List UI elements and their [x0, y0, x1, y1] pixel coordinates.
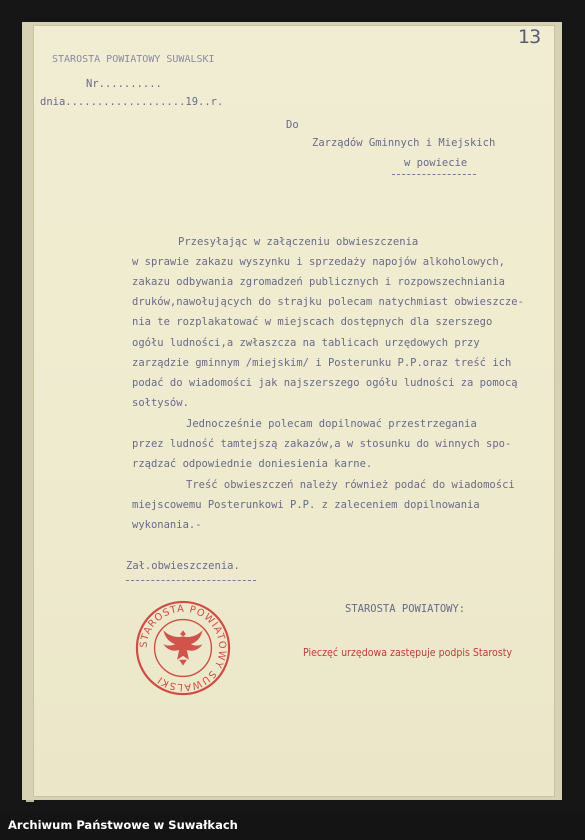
eagle-emblem-icon [163, 630, 202, 665]
body-line: zakazu odbywania zgromadzeń publicznych i rozpowszechniania [132, 276, 505, 288]
body-line: zarządzie gminnym /miejskim/ i Posterunku P.P.oraz treść ich [132, 357, 512, 369]
archive-footer-bar [0, 812, 585, 840]
body-line: w sprawie zakazu wyszynku i sprzedaży napojów alkoholowych, [132, 256, 505, 268]
body-line: nia te rozplakatować w miejscach dostępnych dla szerszego [132, 316, 493, 328]
body-line: ogółu ludności,a zwłaszcza na tablicach urzędowych przy [132, 337, 480, 349]
body-line: przez ludność tamtejszą zakazów,a w stosunku do winnych spo- [132, 438, 512, 450]
attachment-note: Zał.obwieszczenia. [126, 560, 240, 572]
body-line: Jednocześnie polecam dopilnować przestrzegania [186, 418, 477, 430]
addressee-line-2: w powiecie [404, 157, 468, 169]
archive-name: Archiwum Państwowe w Suwałkach [8, 818, 238, 832]
body-line: miejscowemu Posterunkowi P.P. z zaleceniem dopilnowania [132, 499, 480, 511]
body-line: podać do wiadomości jak najszerszego ogółu ludności za pomocą [132, 377, 518, 389]
body-line: Treść obwieszczeń należy również podać do wiadomości [186, 479, 515, 491]
date-line: dnia...................19..r. [40, 96, 224, 108]
addressee-line-1: Zarządów Gminnych i Miejskich [312, 137, 496, 149]
handwritten-page-number: 13 [518, 26, 541, 48]
registry-number: Nr.......... [86, 78, 162, 90]
addressee-underline [392, 174, 476, 175]
issuer-stamp: STAROSTA POWIATOWY SUWALSKI [52, 54, 215, 65]
seal-replaces-signature-note: Pieczęć urzędowa zastępuje podpis Starosty [303, 647, 513, 659]
body-line: Przesyłając w załączeniu obwieszczenia [178, 236, 419, 248]
body-line: sołtysów. [132, 397, 189, 409]
body-line: druków,nawołujących do strajku polecam natychmiast obwieszcze- [132, 296, 524, 308]
body-line: rządzać odpowiednie doniesienia karne. [132, 458, 373, 470]
addressee-to: Do [286, 119, 299, 131]
seal-ring-text: STAROSTA POWIATOWY SUWALSKI [138, 603, 228, 693]
official-seal [134, 599, 232, 697]
attachment-underline [126, 580, 256, 581]
signature-title: STAROSTA POWIATOWY: [345, 603, 466, 615]
body-line: wykonania.- [132, 519, 202, 531]
